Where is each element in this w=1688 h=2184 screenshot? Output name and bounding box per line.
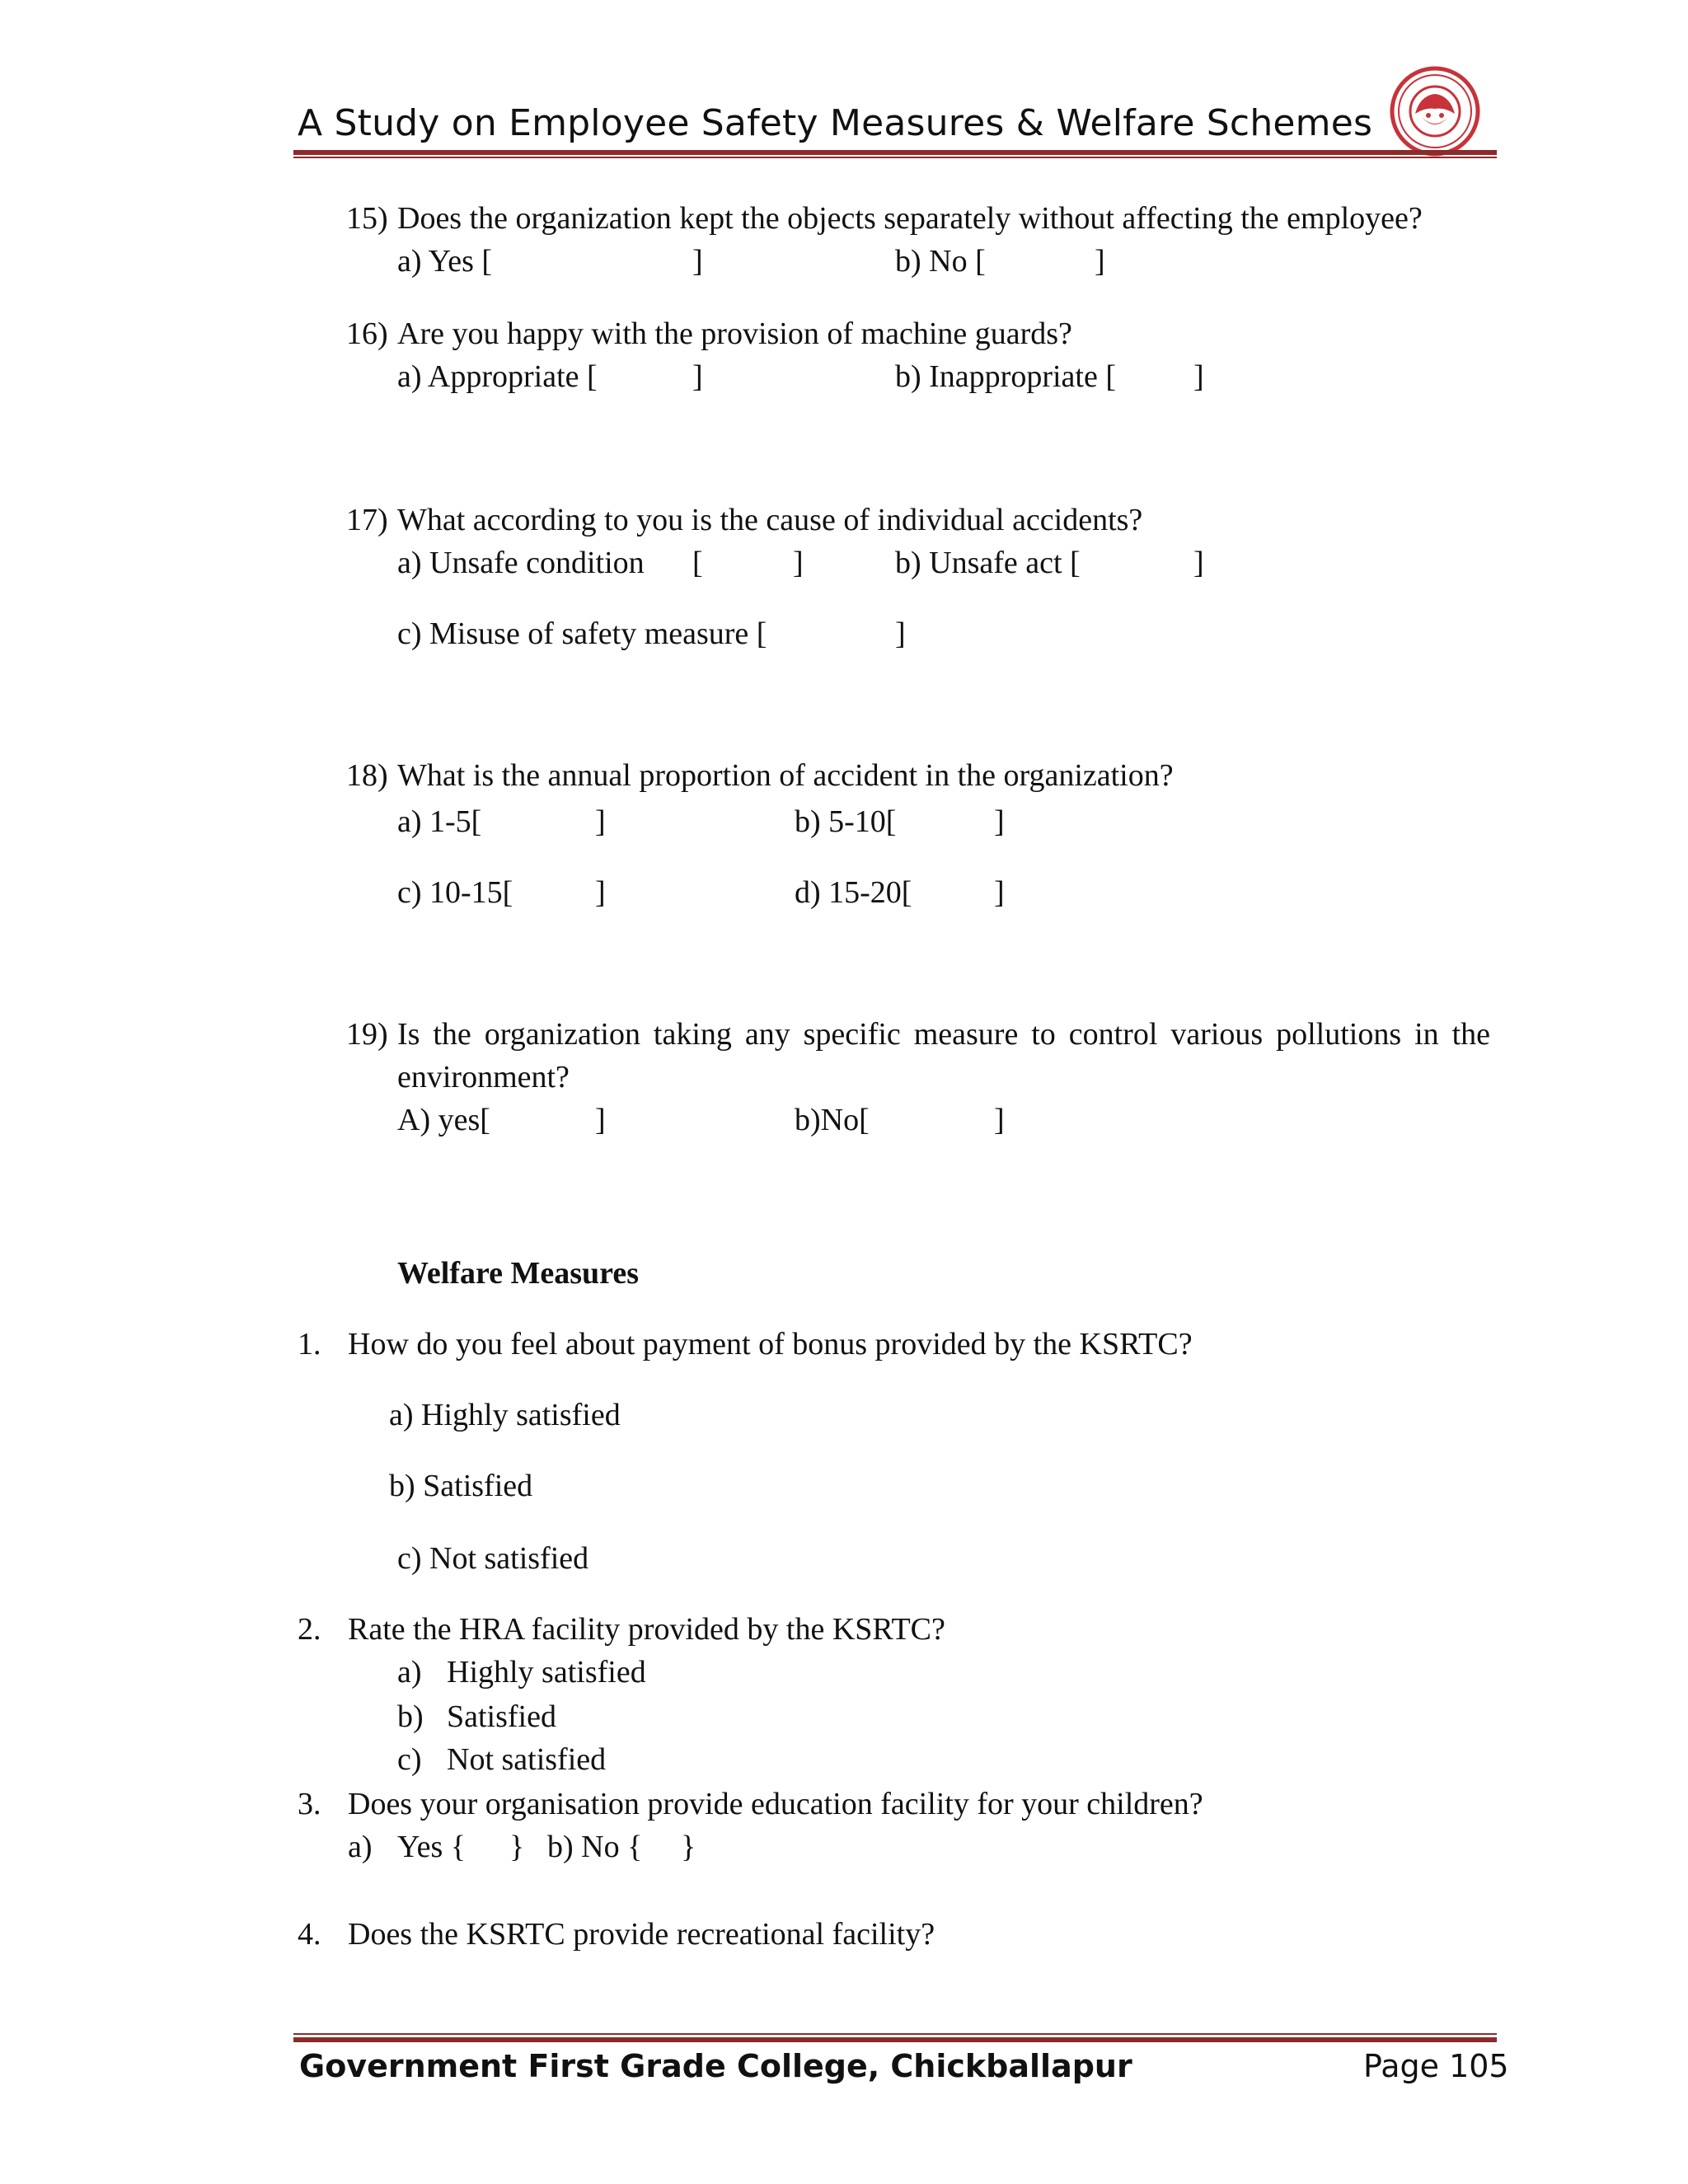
welfare-1-option-a[interactable]: a) Highly satisfied	[389, 1398, 621, 1432]
question-17-option-a[interactable]: a) Unsafe condition	[397, 546, 645, 580]
welfare-1-text: How do you feel about payment of bonus provided by the KSRTC?	[348, 1327, 1193, 1361]
question-18-option-a-close: ]	[595, 804, 606, 839]
welfare-2-option-c[interactable]: Not satisfied	[447, 1742, 607, 1777]
welfare-1-option-c[interactable]: c) Not satisfied	[397, 1541, 589, 1576]
question-19-option-a-close: ]	[595, 1103, 606, 1137]
welfare-3-text: Does your organisation provide education facility for your children?	[348, 1787, 1203, 1821]
header-rule-thick	[293, 150, 1497, 155]
welfare-2-option-a-letter: a)	[397, 1655, 422, 1690]
question-18-option-c[interactable]: c) 10-15[	[397, 875, 513, 910]
welfare-2-option-b[interactable]: Satisfied	[447, 1699, 556, 1734]
footer-college-name: Government First Grade College, Chickballapur	[299, 2048, 1132, 2084]
welfare-3-option-yes[interactable]: Yes {	[397, 1830, 467, 1864]
question-15-number: 15)	[346, 201, 388, 236]
footer-rule-thick	[293, 2037, 1497, 2042]
question-17-text: What according to you is the cause of individual accidents?	[397, 503, 1143, 537]
welfare-2-option-a[interactable]: Highly satisfied	[447, 1655, 646, 1690]
question-15-option-a-close: ]	[692, 244, 703, 279]
welfare-1-option-b[interactable]: b) Satisfied	[389, 1469, 533, 1503]
question-19-text-line2: environment?	[397, 1060, 570, 1094]
question-17-option-b[interactable]: b) Unsafe act [	[895, 546, 1081, 580]
welfare-3-option-yes-close: }	[509, 1830, 525, 1864]
question-15-option-b-close: ]	[1095, 244, 1105, 279]
welfare-2-option-c-letter: c)	[397, 1742, 422, 1777]
header-rule-thin	[293, 157, 1497, 158]
question-17-option-a-open: [	[692, 546, 703, 580]
question-15-option-a[interactable]: a) Yes [	[397, 244, 493, 279]
question-19-option-b[interactable]: b)No[	[795, 1103, 870, 1137]
page-header-title: A Study on Employee Safety Measures & Welfare Schemes	[298, 102, 1373, 144]
question-16-option-b[interactable]: b) Inappropriate [	[895, 359, 1116, 394]
question-15-option-b[interactable]: b) No [	[895, 244, 986, 279]
footer-rule-thin	[293, 2033, 1497, 2035]
welfare-2-text: Rate the HRA facility provided by the KSRTC?	[348, 1612, 945, 1647]
ksrtc-logo	[1387, 66, 1483, 157]
question-19-text-line1: Is the organization taking any specific measure to control various pollutions in the	[397, 1017, 1490, 1052]
question-16-number: 16)	[346, 316, 388, 351]
question-15-text: Does the organization kept the objects separately without affecting the employee?	[397, 201, 1423, 236]
question-16-text: Are you happy with the provision of machine guards?	[397, 316, 1072, 351]
welfare-heading: Welfare Measures	[397, 1256, 640, 1291]
welfare-3-number: 3.	[298, 1787, 321, 1821]
footer-page-number: Page 105	[1363, 2048, 1509, 2084]
question-18-option-a[interactable]: a) 1-5[	[397, 804, 482, 839]
welfare-4-number: 4.	[298, 1917, 321, 1952]
welfare-3-option-letter: a)	[348, 1830, 373, 1864]
welfare-2-option-b-letter: b)	[397, 1699, 424, 1734]
question-16-option-b-close: ]	[1193, 359, 1204, 394]
welfare-2-number: 2.	[298, 1612, 321, 1647]
question-18-number: 18)	[346, 758, 388, 793]
question-18-option-d[interactable]: d) 15-20[	[795, 875, 912, 910]
question-17-option-b-close: ]	[1193, 546, 1204, 580]
welfare-4-text: Does the KSRTC provide recreational facility?	[348, 1917, 935, 1952]
question-19-number: 19)	[346, 1017, 388, 1052]
question-16-option-a-close: ]	[692, 359, 703, 394]
question-18-option-d-close: ]	[994, 875, 1005, 910]
question-17-option-a-close: ]	[793, 546, 804, 580]
question-17-option-c-close: ]	[895, 616, 906, 651]
question-17-option-c[interactable]: c) Misuse of safety measure [	[397, 616, 767, 651]
question-18-option-c-close: ]	[595, 875, 606, 910]
welfare-3-option-no-close: }	[681, 1830, 696, 1864]
question-19-option-b-close: ]	[994, 1103, 1005, 1137]
question-18-text: What is the annual proportion of accident in the organization?	[397, 758, 1174, 793]
question-16-option-a[interactable]: a) Appropriate [	[397, 359, 598, 394]
question-18-option-b[interactable]: b) 5-10[	[795, 804, 897, 839]
welfare-3-option-no[interactable]: b) No {	[547, 1830, 643, 1864]
question-19-option-a[interactable]: A) yes[	[397, 1103, 490, 1137]
welfare-1-number: 1.	[298, 1327, 321, 1361]
question-18-option-b-close: ]	[994, 804, 1005, 839]
question-17-number: 17)	[346, 503, 388, 537]
